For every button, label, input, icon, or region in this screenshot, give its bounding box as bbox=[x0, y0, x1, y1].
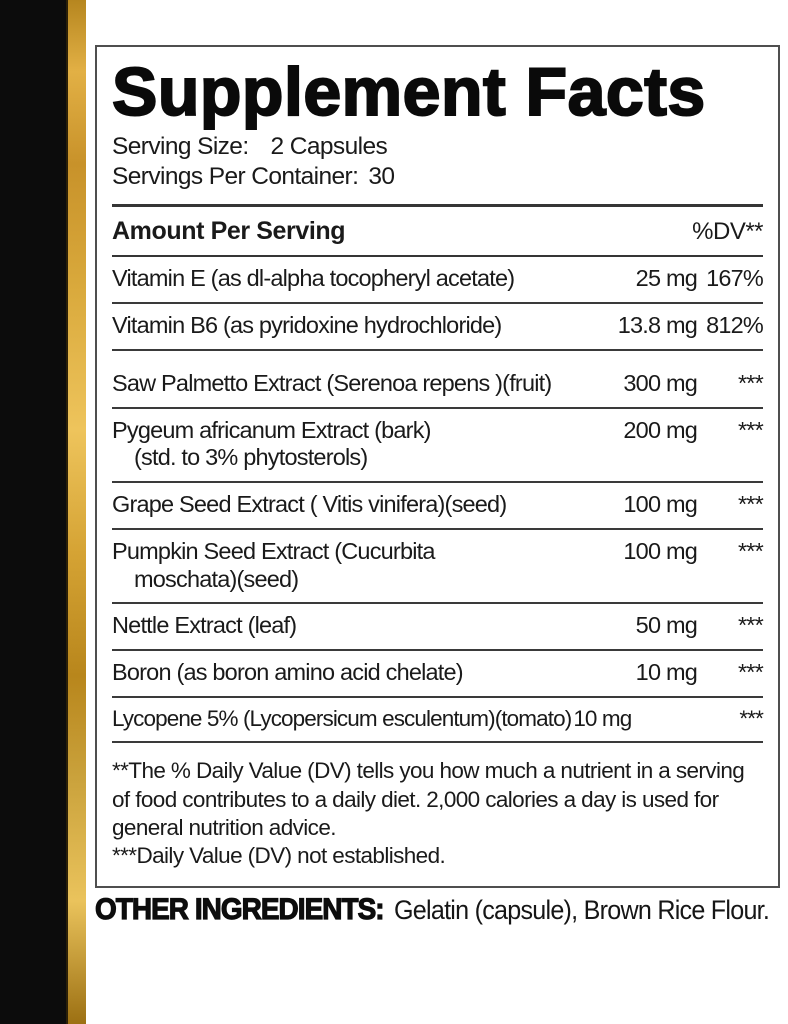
percent-dv-header: %DV** bbox=[692, 218, 763, 246]
ingredient-dv: *** bbox=[737, 658, 763, 685]
ingredient-row bbox=[112, 409, 763, 483]
ingredient-row bbox=[112, 483, 763, 530]
serving-size-value: 2 Capsules bbox=[270, 132, 388, 160]
ingredient-row bbox=[112, 604, 763, 651]
footnotes bbox=[112, 743, 763, 870]
amount-per-serving-label: Amount Per Serving bbox=[112, 217, 346, 246]
ingredient-name: Lycopene 5% (Lycopersicum esculentum)(tomato) bbox=[112, 705, 572, 731]
ingredient-name: Nettle Extract (leaf) bbox=[112, 612, 297, 639]
ingredient-row bbox=[112, 351, 763, 409]
other-ingredients-line bbox=[95, 893, 783, 927]
ingredient-dv: *** bbox=[739, 705, 763, 731]
ingredient-amount: 100 mg bbox=[623, 491, 697, 518]
ingredient-name-wrap bbox=[112, 370, 605, 398]
ingredient-name-line2: moschata)(seed) bbox=[134, 565, 299, 592]
ingredient-dv: *** bbox=[737, 369, 763, 396]
ingredient-dv: 167% bbox=[706, 265, 763, 292]
ingredient-row bbox=[112, 651, 763, 698]
ingredient-amount: 300 mg bbox=[623, 369, 697, 396]
ingredient-name: Vitamin B6 (as pyridoxine hydrochloride) bbox=[112, 312, 502, 339]
ingredient-amount: 100 mg bbox=[623, 537, 697, 564]
ingredient-amount: 25 mg bbox=[635, 265, 697, 292]
servings-per-container-value: 30 bbox=[368, 163, 395, 191]
ingredient-name-wrap bbox=[112, 706, 571, 733]
serving-size-label: Serving Size: bbox=[112, 132, 249, 160]
ingredient-amount: 50 mg bbox=[635, 612, 697, 639]
ingredient-row bbox=[112, 304, 763, 351]
serving-size-line bbox=[112, 132, 763, 162]
ingredient-name: Grape Seed Extract ( Vitis vinifera)(seed) bbox=[112, 491, 507, 518]
ingredient-name: Boron (as boron amino acid chelate) bbox=[112, 658, 463, 685]
ingredient-name-wrap bbox=[112, 538, 605, 593]
ingredient-dv: *** bbox=[737, 612, 763, 639]
ingredient-row bbox=[112, 698, 763, 744]
ingredient-dv: *** bbox=[737, 537, 763, 564]
label-edge-gold-stripe bbox=[66, 0, 86, 1024]
ingredient-row bbox=[112, 530, 763, 604]
ingredient-name-wrap bbox=[112, 265, 605, 293]
ingredient-name-wrap bbox=[112, 612, 605, 640]
ingredient-dv: 812% bbox=[706, 312, 763, 339]
ingredient-name-wrap bbox=[112, 491, 605, 519]
ingredient-name-wrap bbox=[112, 417, 605, 472]
ingredient-dv: *** bbox=[737, 416, 763, 443]
daily-value-footnote: **The % Daily Value (DV) tells you how much a nutrient in a serving of food contributes to a daily diet. 2,000 calories a day is used for general nutrition advice. bbox=[112, 758, 745, 840]
amount-per-serving-header bbox=[112, 207, 763, 257]
ingredient-amount: 200 mg bbox=[623, 416, 697, 443]
ingredient-amount: 10 mg bbox=[635, 658, 697, 685]
ingredient-name: Pygeum africanum Extract (bark) bbox=[112, 416, 431, 443]
other-ingredients-text: Gelatin (capsule), Brown Rice Flour. bbox=[394, 895, 770, 925]
ingredient-name: Vitamin E (as dl-alpha tocopheryl acetate) bbox=[112, 265, 515, 292]
ingredient-rows bbox=[112, 257, 763, 743]
ingredient-dv: *** bbox=[737, 491, 763, 518]
servings-per-container-line bbox=[112, 162, 763, 192]
not-established-footnote: ***Daily Value (DV) not established. bbox=[112, 843, 446, 869]
ingredient-name: Pumpkin Seed Extract (Cucurbita bbox=[112, 537, 435, 564]
ingredient-amount: 10 mg bbox=[573, 705, 632, 731]
ingredient-name-wrap bbox=[112, 659, 605, 687]
servings-per-container-label: Servings Per Container: bbox=[112, 163, 359, 191]
ingredient-name-line2: (std. to 3% phytosterols) bbox=[134, 444, 368, 471]
other-ingredients-value bbox=[388, 895, 769, 925]
label-edge-black-bar bbox=[0, 0, 66, 1024]
other-ingredients-label: OTHER INGREDIENTS: bbox=[95, 893, 384, 926]
ingredient-amount: 13.8 mg bbox=[617, 312, 697, 339]
ingredient-name: Saw Palmetto Extract (Serenoa repens )(fruit) bbox=[112, 369, 552, 396]
supplement-facts-panel bbox=[95, 45, 780, 888]
ingredient-row bbox=[112, 257, 763, 304]
ingredient-name-wrap bbox=[112, 312, 605, 340]
supplement-facts-title: Supplement Facts bbox=[112, 54, 706, 130]
